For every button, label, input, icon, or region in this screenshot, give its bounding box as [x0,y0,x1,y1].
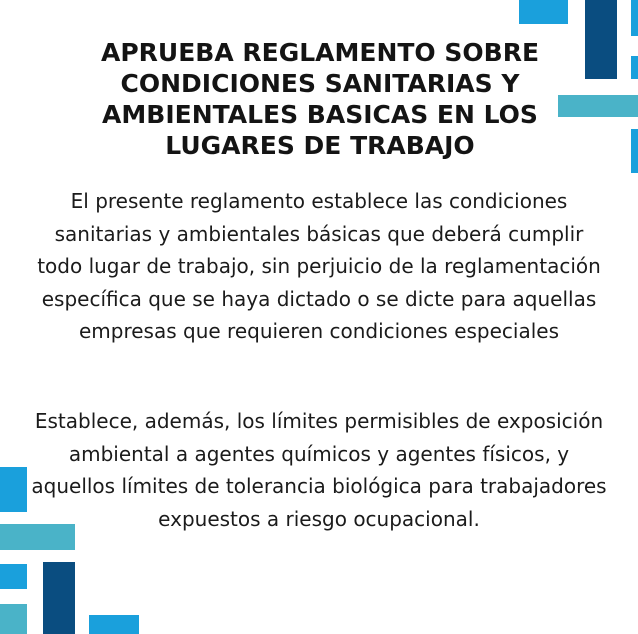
decor-block-bottom-light-3 [89,615,139,634]
decor-block-top-right-edge-2 [631,56,638,79]
paragraph-scope: El presente reglamento establece las condiciones sanitarias y ambientales básicas que deberá cumplir todo lugar de trabajo, sin perjuicio de la reglamentación específica que se haya dictado o se dicte para aquellas empresas que requieren condiciones especiales [37,189,601,343]
decor-block-bottom-light-2 [0,564,27,589]
decor-block-top-right-edge-3 [631,129,638,173]
decor-block-top-navy [585,0,617,79]
decor-block-bottom-navy [43,562,75,634]
paragraph-limits: Establece, además, los límites permisibles de exposición ambiental a agentes químicos y agentes físicos, y aquellos límites de tolerancia biológica para trabajadores expuestos a riesgo ocupacional. [31,409,607,531]
decor-block-bottom-teal-small [0,604,27,634]
decor-block-bottom-light [0,467,27,512]
decor-block-top-right-edge [631,0,638,36]
decor-block-top-light [519,0,568,24]
document-title: APRUEBA REGLAMENTO SOBRE CONDICIONES SANITARIAS Y AMBIENTALES BASICAS EN LOS LUGARES DE TRABAJO [100,38,540,160]
